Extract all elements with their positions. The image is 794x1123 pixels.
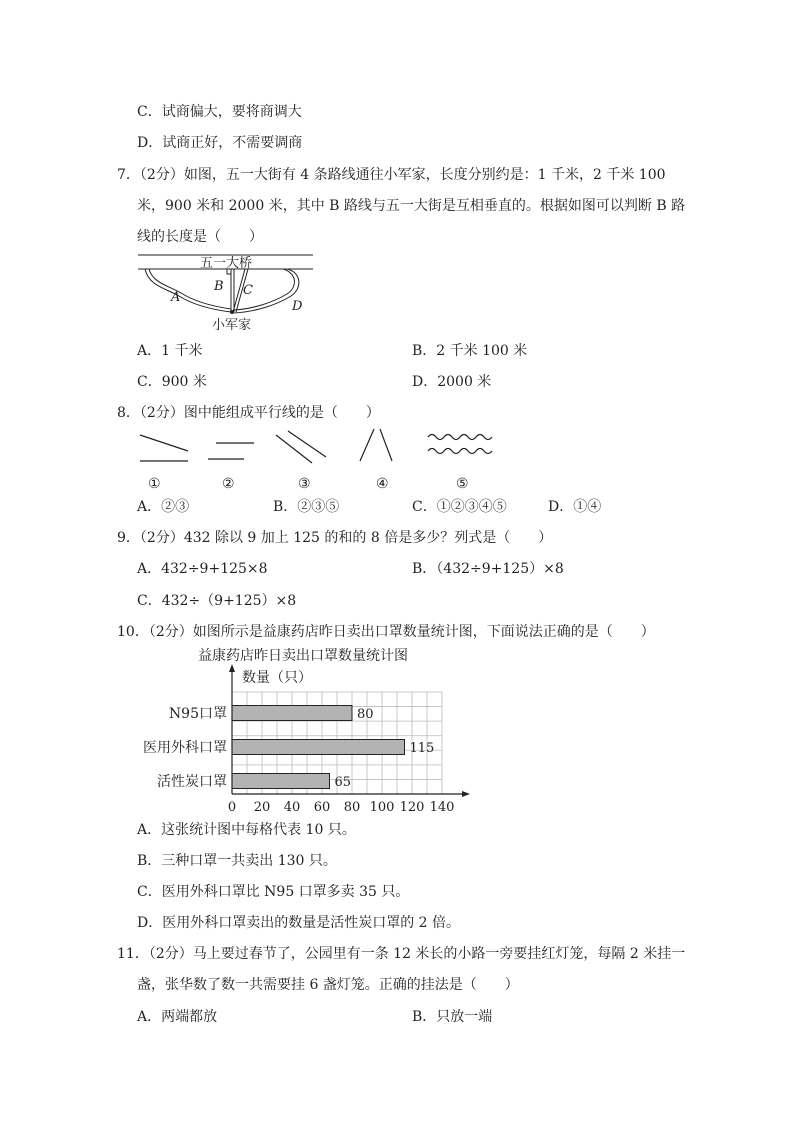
q7-option-c: C．900 米: [137, 374, 207, 390]
q10-option-d: D．医用外科口罩卖出的数量是活性炭口罩的 2 倍。: [137, 915, 461, 931]
q11-stem-line1: 11．（2分）马上要过春节了，公园里有一条 12 米长的小路一旁要挂红灯笼，每隔 2 米挂一: [117, 946, 686, 962]
home-point: [230, 310, 234, 314]
q8-option-a: A．②③: [137, 499, 190, 515]
x-tick-label: 80: [343, 800, 361, 815]
y-axis-arrow: [229, 664, 235, 672]
fig1-label: ①: [148, 476, 161, 492]
home-label: 小军家: [212, 318, 252, 333]
bar: [232, 740, 405, 755]
route-c-label: C: [243, 283, 253, 298]
q11-stem-line2: 盏，张华数了数一共需要挂 6 盏灯笼。正确的挂法是（ ）: [137, 977, 519, 993]
x-tick-label: 140: [429, 800, 455, 815]
route-a-label: A: [171, 290, 181, 305]
fig3-label: ③: [298, 476, 311, 492]
q7-stem-line3: 线的长度是（ ）: [137, 229, 263, 245]
chart-axis-label: 数量（只）: [242, 670, 312, 686]
bar: [232, 706, 352, 721]
x-tick-label: 20: [253, 800, 271, 815]
mask-sales-chart: [130, 642, 480, 817]
q8-lines-figure: [130, 425, 510, 495]
q11-option-b: B．只放一端: [412, 1009, 493, 1025]
q10-option-c: C．医用外科口罩比 N95 口罩多卖 35 只。: [137, 884, 410, 900]
q10-option-b: B．三种口罩一共卖出 130 只。: [137, 853, 337, 869]
fig4-line-left: [360, 429, 374, 461]
fig3-line-1: [276, 435, 312, 463]
route-d-label: D: [292, 299, 303, 314]
x-tick-label: 40: [283, 800, 301, 815]
q10-option-a: A．这张统计图中每格代表 10 只。: [137, 822, 356, 838]
x-tick-label: 60: [313, 800, 331, 815]
category-label: 活性炭口罩: [157, 774, 227, 790]
x-tick-label: 120: [399, 800, 425, 815]
fig4-line-right: [380, 429, 392, 461]
bridge-label: 五一大桥: [200, 256, 253, 271]
x-tick-label: 0: [227, 800, 237, 815]
bar-data-label: 80: [357, 707, 374, 722]
bar-data-label: 65: [334, 775, 352, 790]
q7-option-a: A．1 千米: [137, 343, 203, 359]
q7-option-d: D．2000 米: [412, 374, 492, 390]
q8-option-c: C．①②③④⑤: [412, 499, 507, 515]
q8-stem: 8．（2分）图中能组成平行线的是（ ）: [117, 405, 380, 421]
q7-stem-line1: 7．（2分）如图，五一大街有 4 条路线通往小军家，长度分别约是：1 千米，2 千米 100: [117, 167, 666, 183]
x-tick-label: 100: [369, 800, 395, 815]
category-label: N95口罩: [168, 706, 227, 722]
x-axis-arrow: [462, 791, 470, 797]
fig2-label: ②: [222, 476, 235, 492]
q9-option-c: C．432÷（9+125）×8: [137, 593, 297, 609]
q9-option-b: B．（432÷9+125）×8: [412, 561, 564, 577]
q10-stem: 10．（2分）如图所示是益康药店昨日卖出口罩数量统计图，下面说法正确的是（ ）: [117, 624, 655, 640]
route-b-label: B: [214, 279, 224, 294]
q9-stem: 9．（2分）432 除以 9 加上 125 的和的 8 倍是多少？列式是（ ）: [117, 530, 553, 546]
bar: [232, 774, 330, 789]
q7-stem-line2: 米，900 米和 2000 米，其中 B 路线与五一大街是互相垂直的。根据如图可以判断 B 路: [137, 198, 686, 214]
category-label: 医用外科口罩: [143, 740, 227, 756]
fig4-label: ④: [376, 476, 389, 492]
q11-option-a: A．两端都放: [137, 1009, 218, 1025]
chart-title: 益康药店昨日卖出口罩数量统计图: [198, 648, 408, 664]
fig5-wave-bottom: [428, 449, 492, 454]
q7-route-figure: [135, 250, 325, 335]
bar-data-label: 115: [409, 741, 435, 756]
q8-option-d: D．①④: [548, 499, 602, 515]
q8-option-b: B．②③⑤: [273, 499, 340, 515]
fig1-line-top: [140, 435, 188, 451]
q9-option-a: A．432÷9+125×8: [137, 561, 268, 577]
q7-option-b: B．2 千米 100 米: [412, 343, 528, 359]
fig3-line-2: [288, 431, 326, 457]
fig5-wave-top: [428, 435, 492, 440]
q6-option-d: D．试商正好，不需要调商: [137, 135, 303, 151]
q6-option-c: C．试商偏大，要将商调大: [137, 104, 302, 120]
fig5-label: ⑤: [456, 476, 469, 492]
